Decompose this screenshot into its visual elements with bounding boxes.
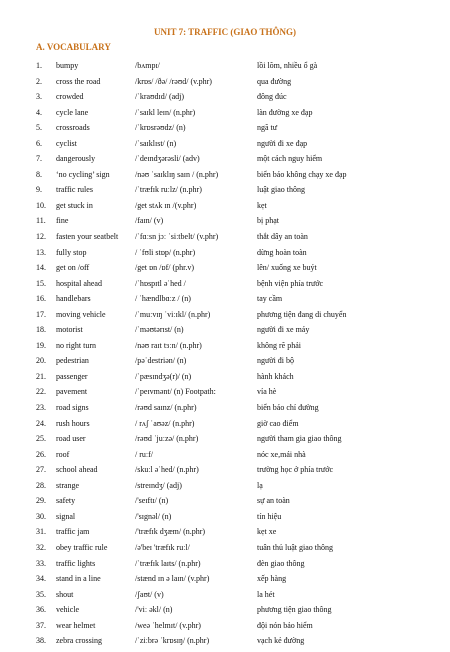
vocab-pronunciation: /ˈmuːvɪŋ ˈviːɪkl/ (n.phr) <box>135 309 211 319</box>
vocab-pronunciation: /rəʊd ˈjuːzə/ (n.phr) <box>135 434 199 444</box>
vocab-term: passenger <box>56 371 88 381</box>
row-number: 13. <box>36 247 46 257</box>
vocab-term: safety <box>56 496 76 506</box>
vocab-pronunciation: /stænd ɪn ə laɪn/ (v.phr) <box>135 574 210 584</box>
vocab-pronunciation: / ˈfʊli stɒp/ (n.phr) <box>135 247 196 257</box>
vocabulary-row <box>36 294 436 310</box>
row-number: 33. <box>36 558 46 568</box>
vocab-meaning: lên/ xuống xe buýt <box>257 263 317 273</box>
row-number: 19. <box>36 340 46 350</box>
vocab-pronunciation: /bʌmpɪ/ <box>135 61 160 70</box>
vocab-meaning: tín hiệu <box>257 511 282 521</box>
row-number: 26. <box>36 449 46 459</box>
row-number: 17. <box>36 309 46 319</box>
vocabulary-row <box>36 527 436 543</box>
vocab-term: ‘no cycling’ sign <box>56 169 110 179</box>
vocab-meaning: không rẽ phải <box>257 340 301 350</box>
vocab-term: road user <box>56 434 86 444</box>
vocab-pronunciation: /ˈziːbrə ˈkrɒsɪŋ/ (n.phr) <box>135 636 210 646</box>
vocab-pronunciation: /ˈpeɪvmənt/ (n) Footpath: <box>135 387 216 397</box>
vocab-meaning: bệnh viện phía trước <box>257 278 324 288</box>
row-number: 3. <box>36 92 42 102</box>
vocab-pronunciation: /skuːl əˈhed/ (n.phr) <box>135 465 199 475</box>
vocab-pronunciation: / ˈhændlbɑːz / (n) <box>135 294 191 304</box>
vocab-pronunciation: / rʌʃ ˈaʊəz/ (n.phr) <box>135 418 195 428</box>
vocab-term: get stuck in <box>56 200 93 210</box>
vocab-meaning: phương tiện đang di chuyển <box>257 309 347 319</box>
vocab-term: hospital ahead <box>56 278 102 288</box>
vocab-pronunciation: /nəʊ ˈsaɪklɪŋ saɪn / (n.phr) <box>135 169 219 179</box>
row-number: 8. <box>36 169 42 179</box>
vocab-pronunciation: /ʃaʊt/ (v) <box>135 589 164 599</box>
vocabulary-row <box>36 356 436 372</box>
vocabulary-row <box>36 590 436 606</box>
vocabulary-row <box>36 419 436 435</box>
vocab-meaning: nóc xe,mái nhà <box>257 449 306 459</box>
vocab-meaning: giờ cao điểm <box>257 418 299 428</box>
row-number: 31. <box>36 527 46 537</box>
vocab-meaning: người đi bộ <box>257 356 295 366</box>
vocab-term: signal <box>56 511 76 521</box>
vocab-meaning: bị phạt <box>257 216 279 226</box>
row-number: 23. <box>36 403 46 413</box>
row-number: 20. <box>36 356 46 366</box>
vocab-pronunciation: /ˈtræfɪk ruːlz/ (n.phr) <box>135 185 202 195</box>
vocabulary-row <box>36 496 436 512</box>
vocab-term: get on /off <box>56 263 90 273</box>
vocabulary-row <box>36 512 436 528</box>
vocab-meaning: tay cầm <box>257 294 283 304</box>
vocabulary-row <box>36 279 436 295</box>
unit-title: UNIT 7: TRAFFIC (GIAO THÔNG) <box>153 27 296 37</box>
vocab-term: vehicle <box>56 605 80 615</box>
vocab-term: zebra crossing <box>56 636 102 646</box>
vocab-term: school ahead <box>56 465 98 475</box>
row-number: 1. <box>36 61 42 70</box>
vocab-pronunciation: /ə'beɪ 'træfɪk ruːl/ <box>135 542 190 552</box>
vocab-pronunciation: /nəʊ raɪt tɜːn/ (n.phr) <box>135 340 202 350</box>
vocabulary-row <box>36 605 436 621</box>
vocab-pronunciation: /faɪn/ (v) <box>135 216 164 226</box>
vocab-pronunciation: /ˈhɒspɪtl əˈhed / <box>135 278 186 288</box>
vocabulary-row <box>36 372 436 388</box>
vocabulary-row <box>36 559 436 575</box>
vocabulary-row <box>36 201 436 217</box>
vocab-meaning: vỉa hè <box>257 387 277 397</box>
vocabulary-row <box>36 543 436 559</box>
vocab-pronunciation: /krɒs/ /ðə/ /rəʊd/ (v.phr) <box>135 76 212 86</box>
vocabulary-row <box>36 341 436 357</box>
vocab-term: pedestrian <box>56 356 89 366</box>
vocab-pronunciation: /'træfɪk dʒæm/ (n.phr) <box>135 527 206 537</box>
vocab-term: wear helmet <box>56 620 96 630</box>
vocab-meaning: la hét <box>257 589 275 599</box>
row-number: 36. <box>36 605 46 615</box>
vocabulary-row <box>36 481 436 497</box>
row-number: 21. <box>36 371 46 381</box>
row-number: 14. <box>36 263 46 273</box>
vocab-meaning: hành khách <box>257 371 294 381</box>
vocabulary-row <box>36 325 436 341</box>
vocabulary-row <box>36 232 436 248</box>
vocab-meaning: kẹt xe <box>257 527 277 537</box>
vocab-meaning: đội nón bảo hiểm <box>257 620 313 630</box>
row-number: 38. <box>36 636 46 646</box>
vocab-pronunciation: /ˈpæsɪndʒə(r)/ (n) <box>135 371 192 381</box>
vocab-meaning: kẹt <box>257 200 267 210</box>
vocabulary-row <box>36 621 436 637</box>
vocab-term: motorist <box>56 325 83 335</box>
vocab-term: bumpy <box>56 61 79 70</box>
vocabulary-row <box>36 450 436 466</box>
row-number: 9. <box>36 185 42 195</box>
vocab-term: crossroads <box>56 123 90 133</box>
vocab-term: fine <box>56 216 69 226</box>
vocab-pronunciation: /ˈdeɪndʒərəsli/ (adv) <box>135 154 200 164</box>
row-number: 34. <box>36 574 46 584</box>
vocab-term: cycle lane <box>56 107 89 117</box>
vocab-meaning: đèn giao thông <box>257 558 305 568</box>
row-number: 28. <box>36 480 46 490</box>
vocab-term: cross the road <box>56 76 101 86</box>
vocab-term: traffic jam <box>56 527 90 537</box>
vocab-meaning: ngã tư <box>257 123 278 133</box>
vocab-term: roof <box>56 449 70 459</box>
vocab-meaning: đông đúc <box>257 92 287 102</box>
vocabulary-row <box>36 61 436 77</box>
vocab-pronunciation: /ˈfɑːsn jɔː ˈsiːtbelt/ (v.phr) <box>135 232 219 242</box>
vocabulary-list <box>36 61 436 652</box>
vocabulary-row <box>36 574 436 590</box>
vocab-term: dangerously <box>56 154 96 164</box>
vocab-pronunciation: /ˈsaɪklɪst/ (n) <box>135 138 177 148</box>
vocabulary-row <box>36 434 436 450</box>
vocab-meaning: trường học ở phía trước <box>257 465 334 475</box>
vocab-meaning: thắt dây an toàn <box>257 232 308 242</box>
vocab-term: shout <box>56 589 74 599</box>
vocab-meaning: biển báo chỉ đường <box>257 403 319 413</box>
row-number: 35. <box>36 589 46 599</box>
vocab-meaning: xếp hàng <box>257 574 287 584</box>
vocab-meaning: qua đường <box>257 76 292 86</box>
row-number: 11. <box>36 216 46 226</box>
row-number: 7. <box>36 154 42 164</box>
section-heading: A. VOCABULARY <box>36 42 111 52</box>
vocab-pronunciation: /streɪndʒ/ (adj) <box>135 480 182 490</box>
row-number: 29. <box>36 496 46 506</box>
vocabulary-row <box>36 263 436 279</box>
vocab-meaning: biển báo không chạy xe đạp <box>257 169 347 179</box>
vocab-meaning: vạch kẻ đường <box>257 636 305 646</box>
vocab-term: fully stop <box>56 247 87 257</box>
vocabulary-row <box>36 248 436 264</box>
vocabulary-row <box>36 170 436 186</box>
vocab-meaning: làn đường xe đạp <box>257 107 313 117</box>
vocabulary-row <box>36 123 436 139</box>
row-number: 16. <box>36 294 46 304</box>
vocab-meaning: dừng hoàn toàn <box>257 247 307 257</box>
row-number: 12. <box>36 232 46 242</box>
vocabulary-row <box>36 465 436 481</box>
vocabulary-row <box>36 154 436 170</box>
vocabulary-row <box>36 139 436 155</box>
vocab-meaning: lạ <box>257 480 263 490</box>
vocab-term: handlebars <box>56 294 91 304</box>
row-number: 22. <box>36 387 46 397</box>
vocab-meaning: tuân thủ luật giao thông <box>257 542 333 552</box>
vocab-term: pavement <box>56 387 88 397</box>
vocab-pronunciation: /pəˈdestriən/ (n) <box>135 356 187 366</box>
vocab-term: stand in a line <box>56 574 101 584</box>
vocab-term: crowded <box>56 92 84 102</box>
vocab-meaning: sự an toàn <box>257 496 290 506</box>
vocab-term: moving vehicle <box>56 309 106 319</box>
vocabulary-row <box>36 185 436 201</box>
vocab-meaning: phương tiện giao thông <box>257 605 332 615</box>
vocab-pronunciation: / ruːf/ <box>135 449 153 459</box>
vocabulary-row <box>36 387 436 403</box>
row-number: 2. <box>36 76 42 86</box>
vocab-term: obey traffic rule <box>56 542 108 552</box>
vocab-meaning: người đi xe máy <box>257 325 310 335</box>
row-number: 27. <box>36 465 46 475</box>
row-number: 4. <box>36 107 42 117</box>
row-number: 18. <box>36 325 46 335</box>
vocab-pronunciation: /'viː əkl/ (n) <box>135 605 173 615</box>
vocab-pronunciation: /rəʊd saɪnz/ (n.phr) <box>135 403 197 413</box>
vocab-term: road signs <box>56 403 89 413</box>
vocab-pronunciation: /get stʌk ɪn /(v.phr) <box>135 200 197 210</box>
vocab-term: no right turn <box>56 340 96 350</box>
vocabulary-row <box>36 92 436 108</box>
vocabulary-row <box>36 108 436 124</box>
vocab-meaning: người tham gia giao thông <box>257 434 342 444</box>
vocab-term: fasten your seatbelt <box>56 232 119 242</box>
vocab-term: traffic lights <box>56 558 96 568</box>
row-number: 15. <box>36 278 46 288</box>
vocab-pronunciation: /ˈkraʊdɪd/ (adj) <box>135 92 185 102</box>
vocab-pronunciation: /ˈsaɪkl leɪn/ (n.phr) <box>135 107 196 117</box>
row-number: 10. <box>36 200 46 210</box>
row-number: 32. <box>36 542 46 552</box>
row-number: 24. <box>36 418 46 428</box>
vocab-pronunciation: /get ɒn /ɒf/ (phr.v) <box>135 263 195 273</box>
vocab-pronunciation: /ˈməʊtərɪst/ (n) <box>135 325 184 335</box>
vocab-term: rush hours <box>56 418 90 428</box>
vocab-pronunciation: /ˈkrɒsrəʊdz/ (n) <box>135 123 186 133</box>
vocabulary-row <box>36 403 436 419</box>
vocab-term: strange <box>56 480 80 490</box>
vocab-pronunciation: /ˈtræfɪk laɪts/ (n.phr) <box>135 558 201 568</box>
vocab-term: cyclist <box>56 138 77 148</box>
row-number: 5. <box>36 123 42 133</box>
vocabulary-row <box>36 310 436 326</box>
vocab-meaning: người đi xe đạp <box>257 138 308 148</box>
vocab-pronunciation: /'seɪftɪ/ (n) <box>135 496 169 506</box>
vocab-term: traffic rules <box>56 185 93 195</box>
vocab-pronunciation: /'sɪgnəl/ (n) <box>135 511 172 521</box>
row-number: 37. <box>36 620 46 630</box>
row-number: 30. <box>36 511 46 521</box>
row-number: 25. <box>36 434 46 444</box>
vocabulary-row <box>36 216 436 232</box>
vocab-meaning: một cách nguy hiểm <box>257 154 323 164</box>
vocabulary-row <box>36 636 436 652</box>
row-number: 6. <box>36 138 42 148</box>
vocabulary-row <box>36 77 436 93</box>
vocab-pronunciation: /weə ˈhelmɪt/ (v.phr) <box>135 620 201 630</box>
vocab-meaning: luật giao thông <box>257 185 305 195</box>
vocab-meaning: lồi lõm, nhiều ổ gà <box>257 61 318 70</box>
